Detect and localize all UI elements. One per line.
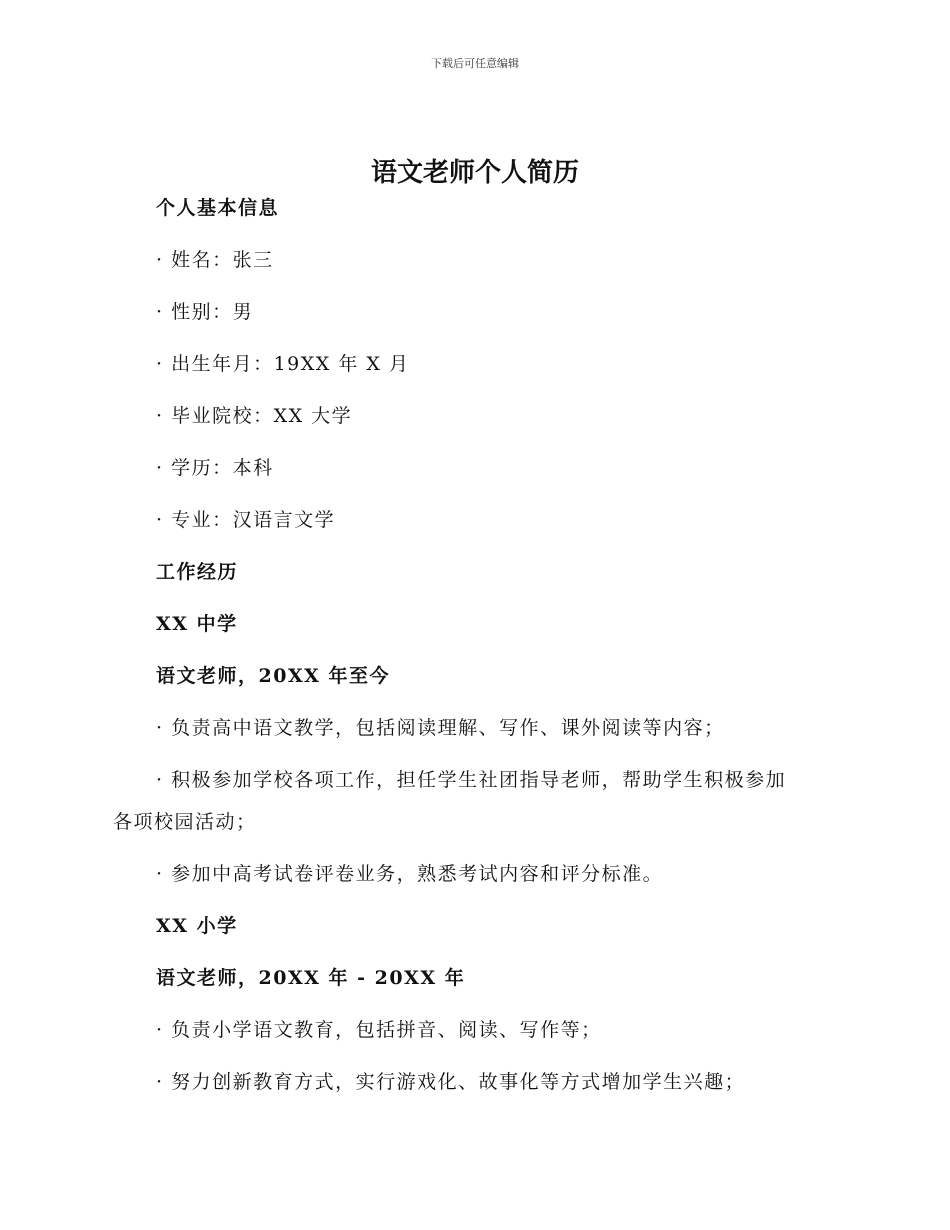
info-item-name: · 姓名：张三 xyxy=(156,249,274,271)
job-duty-item-wrapped xyxy=(113,767,833,835)
page-header-note: 下载后可任意编辑 xyxy=(431,57,519,70)
section-heading-basic-info: 个人基本信息 xyxy=(156,197,280,219)
info-item-gender: · 性别：男 xyxy=(156,301,254,323)
resume-body xyxy=(113,195,833,1121)
job-duty-item: · 负责小学语文教育，包括拼音、阅读、写作等； xyxy=(156,1019,602,1041)
info-item-degree: · 学历：本科 xyxy=(156,457,274,479)
job-duty-item: · 努力创新教育方式，实行游戏化、故事化等方式增加学生兴趣； xyxy=(156,1071,746,1093)
job-role-primary-school: 语文老师，20XX 年 - 20XX 年 xyxy=(156,967,466,989)
job-employer-middle-school: XX 中学 xyxy=(156,613,238,635)
section-heading-work: 工作经历 xyxy=(156,561,239,583)
job-duty-line: 各项校园活动； xyxy=(113,811,257,833)
info-item-birth: · 出生年月：19XX 年 X 月 xyxy=(156,353,410,375)
job-duty-item: · 参加中高考试卷评卷业务，熟悉考试内容和评分标准。 xyxy=(156,863,664,885)
document-title: 语文老师个人简历 xyxy=(370,158,579,188)
job-employer-primary-school: XX 小学 xyxy=(156,915,238,937)
info-item-school: · 毕业院校：XX 大学 xyxy=(156,405,353,427)
job-duty-item: · 负责高中语文教学，包括阅读理解、写作、课外阅读等内容； xyxy=(156,717,725,739)
job-role-middle-school: 语文老师，20XX 年至今 xyxy=(156,665,391,687)
info-item-major: · 专业：汉语言文学 xyxy=(156,509,336,531)
job-duty-line: · 积极参加学校各项工作，担任学生社团指导老师，帮助学生积极参加 xyxy=(156,769,787,791)
